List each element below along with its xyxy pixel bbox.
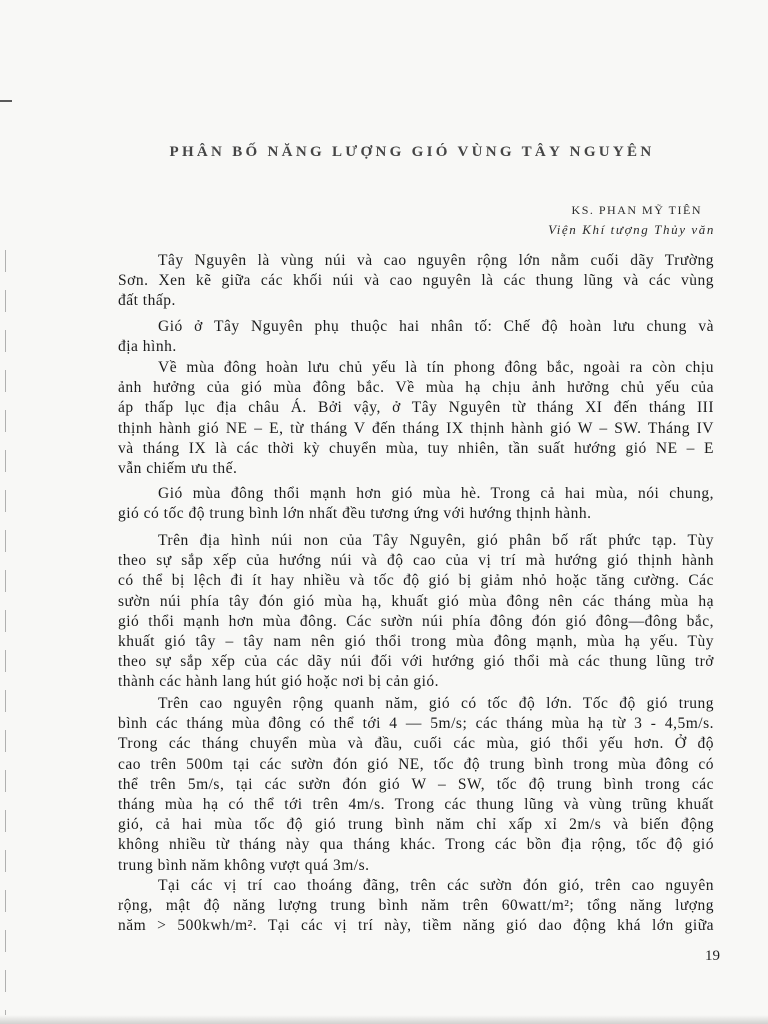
- scan-edge-left: [5, 250, 6, 1024]
- text-line: khuất gió tây – tây nam nên gió thổi trong mùa đông mạnh, mùa hạ yếu. Tùy: [118, 632, 714, 650]
- text-line: tháng mùa hạ có thể tới trên 4m/s. Trong các thung lũng và vùng trũng khuất: [118, 795, 714, 813]
- text-line: Về mùa đông hoàn lưu chủ yếu là tín phong đông bắc, ngoài ra còn chịu: [158, 359, 714, 376]
- text-line: trung bình năm không vượt quá 3m/s.: [118, 856, 370, 874]
- text-line: theo sự sắp xếp của hướng núi và độ cao của vị trí mà hướng gió thịnh hành: [118, 552, 714, 570]
- text-line: bình các tháng mùa đông có thể tới 4 — 5m/s; các tháng mùa hạ từ 3 - 4,5m/s.: [118, 715, 714, 733]
- text-line: sườn núi phía tây đón gió mùa hạ, khuất gió mùa đông nên các tháng mùa hạ: [118, 592, 714, 610]
- text-line: ảnh hưởng của gió mùa đông bắc. Về mùa hạ chịu ảnh hưởng chủ yếu của: [118, 379, 714, 397]
- text-line: và tháng IX là các thời kỳ chuyển mùa, tuy nhiên, tần suất hướng gió NE – E: [118, 439, 714, 457]
- text-line: Gió mùa đông thổi mạnh hơn gió mùa hè. Trong cả hai mùa, nói chung,: [158, 485, 714, 502]
- text-line: có thể bị lệch đi ít hay nhiều và tốc độ gió bị giảm nhỏ hoặc tăng cường. Các: [118, 572, 714, 590]
- paragraph-5: [118, 531, 714, 693]
- paragraph-1: [118, 251, 714, 312]
- text-line: gió, cả hai mùa tốc độ gió trung bình năm chỉ xấp xỉ 2m/s và biến động: [118, 816, 714, 834]
- text-line: không nhiều từ tháng này qua tháng khác. Trong các bồn địa rộng, tốc độ gió: [118, 836, 714, 854]
- paragraph-7: [118, 876, 714, 937]
- text-line: Gió ở Tây Nguyên phụ thuộc hai nhân tố: Chế độ hoàn lưu chung và: [158, 318, 714, 335]
- paragraph-3: [118, 358, 714, 479]
- text-line: cao trên 500m tại các sườn đón gió NE, tốc độ trung bình trong mùa đông có: [118, 755, 714, 773]
- scan-mark: [0, 100, 12, 102]
- text-line: vẫn chiếm ưu thế.: [118, 459, 238, 477]
- text-line: năm > 500kwh/m². Tại các vị trí này, tiềm năng gió dao động khá lớn giữa: [118, 917, 714, 935]
- text-line: đất thấp.: [118, 292, 176, 310]
- text-line: Trong các tháng chuyển mùa và đầu, cuối các mùa, gió thổi yếu hơn. Ở độ: [118, 735, 714, 753]
- paragraph-2: [118, 317, 714, 357]
- text-line: Trên địa hình núi non của Tây Nguyên, gió phân bố rất phức tạp. Tùy: [158, 532, 714, 549]
- text-line: áp thấp lục địa châu Á. Bởi vậy, ở Tây Nguyên từ tháng XI đến tháng III: [118, 399, 714, 417]
- text-line: Tại các vị trí cao thoáng đãng, trên các sườn đón gió, trên cao nguyên: [158, 877, 714, 894]
- text-line: gió thổi mạnh hơn mùa đông. Các sườn núi phía đông đón gió đông—đông bắc,: [118, 612, 714, 630]
- text-line: theo sự sắp xếp của các dãy núi đối với hướng gió thổi mà các thung lũng trở: [118, 653, 714, 671]
- text-line: thể trên 5m/s, tại các sườn đón gió W – SW, tốc độ trung bình trong các: [118, 775, 714, 793]
- text-line: Tây Nguyên là vùng núi và cao nguyên rộng lớn nằm cuối dãy Trường: [158, 252, 714, 269]
- author-name: KS. PHAN MỸ TIÊN: [571, 203, 702, 217]
- text-line: địa hình.: [118, 338, 177, 356]
- text-line: rộng, mật độ năng lượng trung bình năm trên 60watt/m²; tổng năng lượng: [118, 897, 714, 915]
- text-line: gió có tốc độ trung bình lớn nhất đều tương ứng với hướng thịnh hành.: [118, 505, 592, 523]
- page-bottom-edge: [0, 1015, 768, 1024]
- paragraph-4: [118, 484, 714, 524]
- text-line: Sơn. Xen kẽ giữa các khối núi và cao nguyên là các thung lũng và các vùng: [118, 272, 714, 290]
- text-line: Trên cao nguyên rộng quanh năm, gió có tốc độ lớn. Tốc độ gió trung: [158, 695, 714, 712]
- text-line: thịnh hành gió NE – E, từ tháng V đến tháng IX thịnh hành gió W – SW. Tháng IV: [118, 419, 714, 437]
- author-affiliation: Viện Khí tượng Thủy văn: [548, 222, 715, 237]
- paragraph-6: [118, 694, 714, 876]
- page-number: 19: [705, 948, 720, 964]
- text-line: thành các hành lang hút gió hoặc nơi bị cản gió.: [118, 673, 440, 691]
- article-title: PHÂN BỐ NĂNG LƯỢNG GIÓ VÙNG TÂY NGUYÊN: [169, 144, 655, 160]
